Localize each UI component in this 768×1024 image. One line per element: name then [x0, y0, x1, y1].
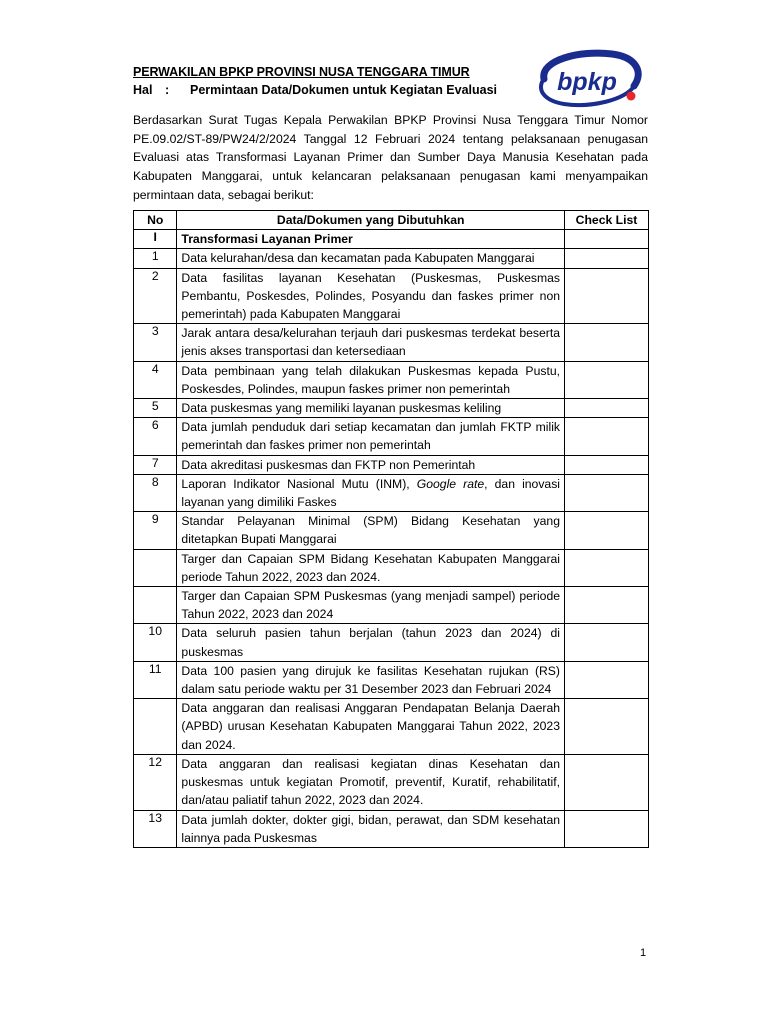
subject-line	[133, 81, 497, 99]
checklist-cell[interactable]	[565, 249, 649, 268]
row-number: 8	[134, 474, 177, 511]
table-row	[134, 268, 649, 324]
row-data-text: Data puskesmas yang memiliki layanan puskesmas keliling	[177, 399, 565, 418]
checklist-cell[interactable]	[565, 549, 649, 586]
table-row	[134, 324, 649, 361]
table-row	[134, 587, 649, 624]
table-row	[134, 399, 649, 418]
row-data-text: Data 100 pasien yang dirujuk ke fasilitas Kesehatan rujukan (RS) dalam satu periode waktu per 31 Desember 2023 dan Februari 2024	[177, 661, 565, 698]
row-number: 13	[134, 810, 177, 847]
row-number: 5	[134, 399, 177, 418]
table-row	[134, 624, 649, 661]
row-data-text: Standar Pelayanan Minimal (SPM) Bidang Kesehatan yang ditetapkan Bupati Manggarai	[177, 512, 565, 549]
subject-label: Hal	[133, 83, 153, 97]
row-data-text: Data akreditasi puskesmas dan FKTP non Pemerintah	[177, 455, 565, 474]
row-data-text: Transformasi Layanan Primer	[177, 230, 565, 249]
row-number: 9	[134, 512, 177, 549]
table-row	[134, 810, 649, 847]
intro-paragraph: Berdasarkan Surat Tugas Kepala Perwakilan BPKP Provinsi Nusa Tenggara Timur Nomor PE.09.02/ST-89/PW24/2/2024 Tanggal 12 Februari 2024 tentang pelaksanaan penugasan Evaluasi atas Transformasi Layanan Primer dan Sumber Daya Manusia Kesehatan pada Kabupaten Manggarai, untuk kelancaran pelaksanaan penugasan kami menyampaikan permintaan data, sebagai berikut:	[133, 113, 648, 202]
row-data-text: Targer dan Capaian SPM Bidang Kesehatan Kabupaten Manggarai periode Tahun 2022, 2023 dan 2024.	[177, 549, 565, 586]
checklist-cell[interactable]	[565, 268, 649, 324]
row-data-text: Data jumlah penduduk dari setiap kecamatan dan jumlah FKTP milik pemerintah dan faskes primer non pemerintah	[177, 418, 565, 455]
table-row	[134, 418, 649, 455]
checklist-cell[interactable]	[565, 399, 649, 418]
row-data-text: Targer dan Capaian SPM Puskesmas (yang menjadi sampel) periode Tahun 2022, 2023 dan 2024	[177, 587, 565, 624]
row-data-text: Data jumlah dokter, dokter gigi, bidan, perawat, dan SDM kesehatan lainnya pada Puskesmas	[177, 810, 565, 847]
subject-separator: :	[165, 83, 170, 97]
row-number: 12	[134, 754, 177, 810]
org-title: PERWAKILAN BPKP PROVINSI NUSA TENGGARA TIMUR	[133, 65, 470, 79]
table-row	[134, 754, 649, 810]
checklist-cell[interactable]	[565, 474, 649, 511]
row-data-text: Data fasilitas layanan Kesehatan (Puskesmas, Puskesmas Pembantu, Poskesdes, Polindes, Posyandu dan faskes primer non pemerintah) pada Kabupaten Manggarai	[177, 268, 565, 324]
row-text-part: , dan inovasi layanan yang dimiliki Faskes	[181, 476, 561, 510]
row-number: 10	[134, 624, 177, 661]
row-number: 3	[134, 324, 177, 361]
table-row	[134, 699, 649, 755]
table-row	[134, 249, 649, 268]
header-check: Check List	[565, 211, 649, 230]
subject-text: Permintaan Data/Dokumen untuk Kegiatan Evaluasi	[190, 83, 498, 97]
row-number: 2	[134, 268, 177, 324]
row-text-italic: Google rate	[416, 476, 485, 491]
row-number: I	[134, 230, 177, 249]
checklist-cell[interactable]	[565, 699, 649, 755]
document-header	[133, 64, 497, 99]
table-row	[134, 661, 649, 698]
row-text-part: Laporan Indikator Nasional Mutu (INM),	[181, 476, 417, 491]
row-number: 11	[134, 661, 177, 698]
row-data-text	[177, 474, 565, 511]
table-row	[134, 549, 649, 586]
row-number: 1	[134, 249, 177, 268]
checklist-cell[interactable]	[565, 361, 649, 398]
row-data-text: Data kelurahan/desa dan kecamatan pada Kabupaten Manggarai	[177, 249, 565, 268]
checklist-cell[interactable]	[565, 230, 649, 249]
page-number: 1	[640, 947, 647, 959]
row-number	[134, 587, 177, 624]
header-data: Data/Dokumen yang Dibutuhkan	[177, 211, 565, 230]
checklist-cell[interactable]	[565, 512, 649, 549]
checklist-cell[interactable]	[565, 455, 649, 474]
table-header-row	[134, 211, 649, 230]
row-number: 4	[134, 361, 177, 398]
row-data-text: Data anggaran dan realisasi Anggaran Pendapatan Belanja Daerah (APBD) urusan Kesehatan Kabupaten Manggarai Tahun 2022, 2023 dan 2024.	[177, 699, 565, 755]
row-number: 6	[134, 418, 177, 455]
table-row	[134, 455, 649, 474]
checklist-cell[interactable]	[565, 810, 649, 847]
checklist-cell[interactable]	[565, 624, 649, 661]
bpkp-logo	[530, 46, 648, 112]
checklist-cell[interactable]	[565, 587, 649, 624]
row-data-text: Data anggaran dan realisasi kegiatan dinas Kesehatan dan puskesmas untuk kegiatan Promotif, preventif, Kuratif, rehabilitatif, dan/atau paliatif tahun 2022, 2023 dan 2024.	[177, 754, 565, 810]
data-request-table	[133, 210, 649, 848]
checklist-cell[interactable]	[565, 661, 649, 698]
row-data-text: Data seluruh pasien tahun berjalan (tahun 2023 dan 2024) di puskesmas	[177, 624, 565, 661]
table-row	[134, 361, 649, 398]
row-number	[134, 699, 177, 755]
checklist-cell[interactable]	[565, 418, 649, 455]
table-row	[134, 230, 649, 249]
table-row	[134, 512, 649, 549]
checklist-cell[interactable]	[565, 324, 649, 361]
checklist-cell[interactable]	[565, 754, 649, 810]
table-row	[134, 474, 649, 511]
row-number	[134, 549, 177, 586]
row-data-text: Data pembinaan yang telah dilakukan Puskesmas kepada Pustu, Poskesdes, Polindes, maupun faskes primer non pemerintah	[177, 361, 565, 398]
header-no: No	[134, 211, 177, 230]
row-number: 7	[134, 455, 177, 474]
svg-text:bpkp: bpkp	[557, 68, 617, 96]
row-data-text: Jarak antara desa/kelurahan terjauh dari puskesmas terdekat beserta jenis akses transportasi dan ketersediaan	[177, 324, 565, 361]
